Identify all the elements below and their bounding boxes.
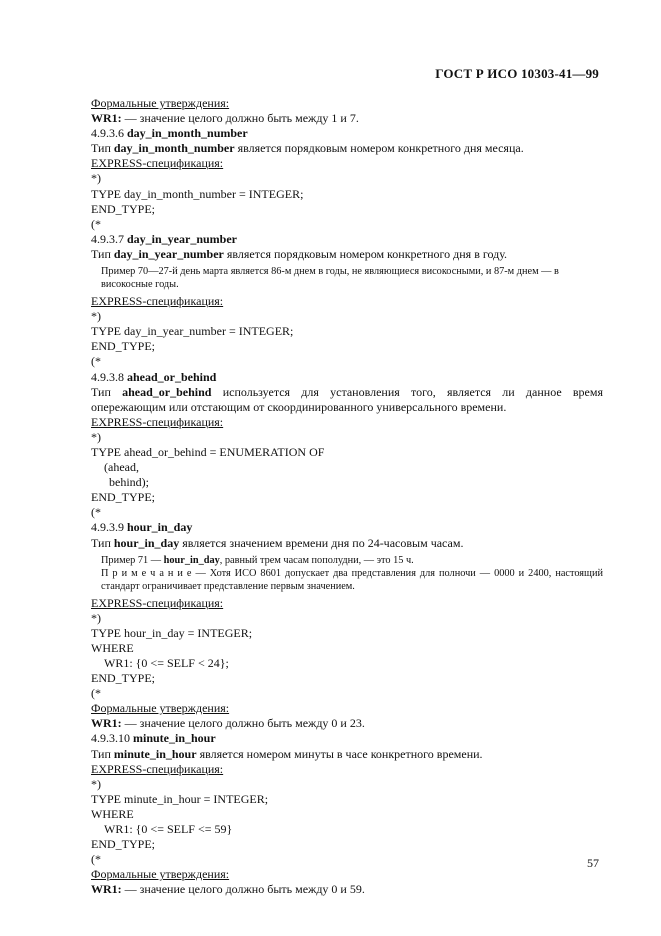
rule-line xyxy=(91,882,603,897)
document-body xyxy=(91,96,603,898)
document-header: ГОСТ Р ИСО 10303-41—99 xyxy=(435,66,599,81)
code-line: (ahead, xyxy=(104,460,139,475)
type-name: day_in_year_number xyxy=(113,246,224,261)
code-line: *) xyxy=(91,610,101,625)
section-title: minute_in_hour xyxy=(133,731,216,746)
text: является значением времени дня по 24-часовым часам. xyxy=(179,535,464,550)
text: Тип xyxy=(91,746,114,761)
rule-line xyxy=(91,716,603,731)
note: П р и м е ч а н и е — Хотя ИСО 8601 допускает два представления для полночи — 0000 и 2400, настоящий стандарт ограничивает представление первым значением. xyxy=(101,567,603,592)
text: является порядковым номером конкретного дня в году. xyxy=(223,246,508,261)
rule-label: WR1: xyxy=(91,111,122,126)
express-spec-heading: EXPRESS-спецификация: xyxy=(91,156,224,171)
code-line: (* xyxy=(91,354,101,369)
type-name: hour_in_day xyxy=(113,535,180,550)
section-title: day_in_month_number xyxy=(127,126,248,141)
section-number: 4.9.3.6 xyxy=(91,126,127,141)
rule-label: WR1: xyxy=(91,716,122,731)
code-line: TYPE day_in_year_number = INTEGER; xyxy=(91,324,294,339)
section-number: 4.9.3.8 xyxy=(91,369,127,384)
rule-text: — значение целого должно быть между 1 и 7. xyxy=(121,111,359,126)
code-line: (* xyxy=(91,686,101,701)
express-spec-heading: EXPRESS-спецификация: xyxy=(91,595,224,610)
code-line: *) xyxy=(91,429,101,444)
code-line: (* xyxy=(91,505,101,520)
text: является номером минуты в часе конкретного времени. xyxy=(196,746,483,761)
formal-statements-heading: Формальные утверждения: xyxy=(91,96,230,110)
section-heading xyxy=(91,370,603,385)
code-line: TYPE ahead_or_behind = ENUMERATION OF xyxy=(91,444,325,459)
section-heading xyxy=(91,232,603,247)
code-line: END_TYPE; xyxy=(91,490,155,505)
paragraph xyxy=(91,536,603,551)
type-name: ahead_or_behind xyxy=(122,384,212,399)
example-note: Пример 70—27-й день марта является 86-м днем в годы, не являющиеся високосными, и 87-м днем — в високосные годы. xyxy=(101,266,559,291)
code-line: TYPE day_in_month_number = INTEGER; xyxy=(91,186,304,201)
text: Тип xyxy=(91,246,114,261)
section-number: 4.9.3.10 xyxy=(91,731,133,746)
section-number: 4.9.3.9 xyxy=(91,520,127,535)
text: Тип xyxy=(91,535,114,550)
section-heading xyxy=(91,126,603,141)
formal-statements-heading: Формальные утверждения: xyxy=(91,701,230,716)
paragraph xyxy=(91,141,603,156)
section-heading xyxy=(91,731,603,746)
code-line: END_TYPE; xyxy=(91,339,155,354)
type-name: minute_in_hour xyxy=(113,746,197,761)
text: используется для установления того, является ли данное время опережающим или отстающим от скоординированного универсального времени. xyxy=(91,384,604,414)
code-line: END_TYPE; xyxy=(91,201,155,216)
text: , равный трем часам пополудни, — это 15 ч. xyxy=(219,554,414,566)
example-note xyxy=(91,554,603,567)
code-line: *) xyxy=(91,171,101,186)
section-title: day_in_year_number xyxy=(127,231,238,246)
code-line: WR1: {0 <= SELF < 24}; xyxy=(104,656,229,670)
text: Тип xyxy=(91,384,123,399)
type-name: day_in_month_number xyxy=(113,141,235,156)
code-line: END_TYPE; xyxy=(91,671,155,686)
code-line: WR1: {0 <= SELF <= 59} xyxy=(104,822,233,837)
rule-text: — значение целого должно быть между 0 и 59. xyxy=(121,882,365,897)
code-line: END_TYPE; xyxy=(91,837,155,852)
rule-text: — значение целого должно быть между 0 и 23. xyxy=(121,716,365,731)
code-line: TYPE hour_in_day = INTEGER; xyxy=(91,625,253,640)
text: Тип xyxy=(91,141,114,156)
section-title: hour_in_day xyxy=(127,520,193,535)
text: Пример 71 — xyxy=(101,554,164,566)
paragraph xyxy=(91,747,603,762)
express-spec-heading: EXPRESS-спецификация: xyxy=(91,761,224,776)
code-line: TYPE minute_in_hour = INTEGER; xyxy=(91,791,269,806)
code-line: WHERE xyxy=(91,806,134,821)
code-line: behind); xyxy=(109,475,149,490)
rule-line xyxy=(91,111,603,126)
code-line: *) xyxy=(91,309,101,324)
code-line: (* xyxy=(91,216,101,231)
section-number: 4.9.3.7 xyxy=(91,231,127,246)
type-name: hour_in_day xyxy=(163,554,220,566)
text: является порядковым номером конкретного дня месяца. xyxy=(234,141,524,156)
rule-label: WR1: xyxy=(91,882,122,897)
paragraph xyxy=(91,247,603,262)
page-number: 57 xyxy=(587,856,599,870)
express-spec-heading: EXPRESS-спецификация: xyxy=(91,294,224,309)
code-line: (* xyxy=(91,852,101,867)
formal-statements-heading: Формальные утверждения: xyxy=(91,867,230,882)
code-line: *) xyxy=(91,776,101,791)
section-title: ahead_or_behind xyxy=(127,369,217,384)
paragraph xyxy=(62,385,603,415)
section-heading xyxy=(91,520,603,535)
code-line: WHERE xyxy=(91,640,134,655)
express-spec-heading: EXPRESS-спецификация: xyxy=(91,414,224,429)
